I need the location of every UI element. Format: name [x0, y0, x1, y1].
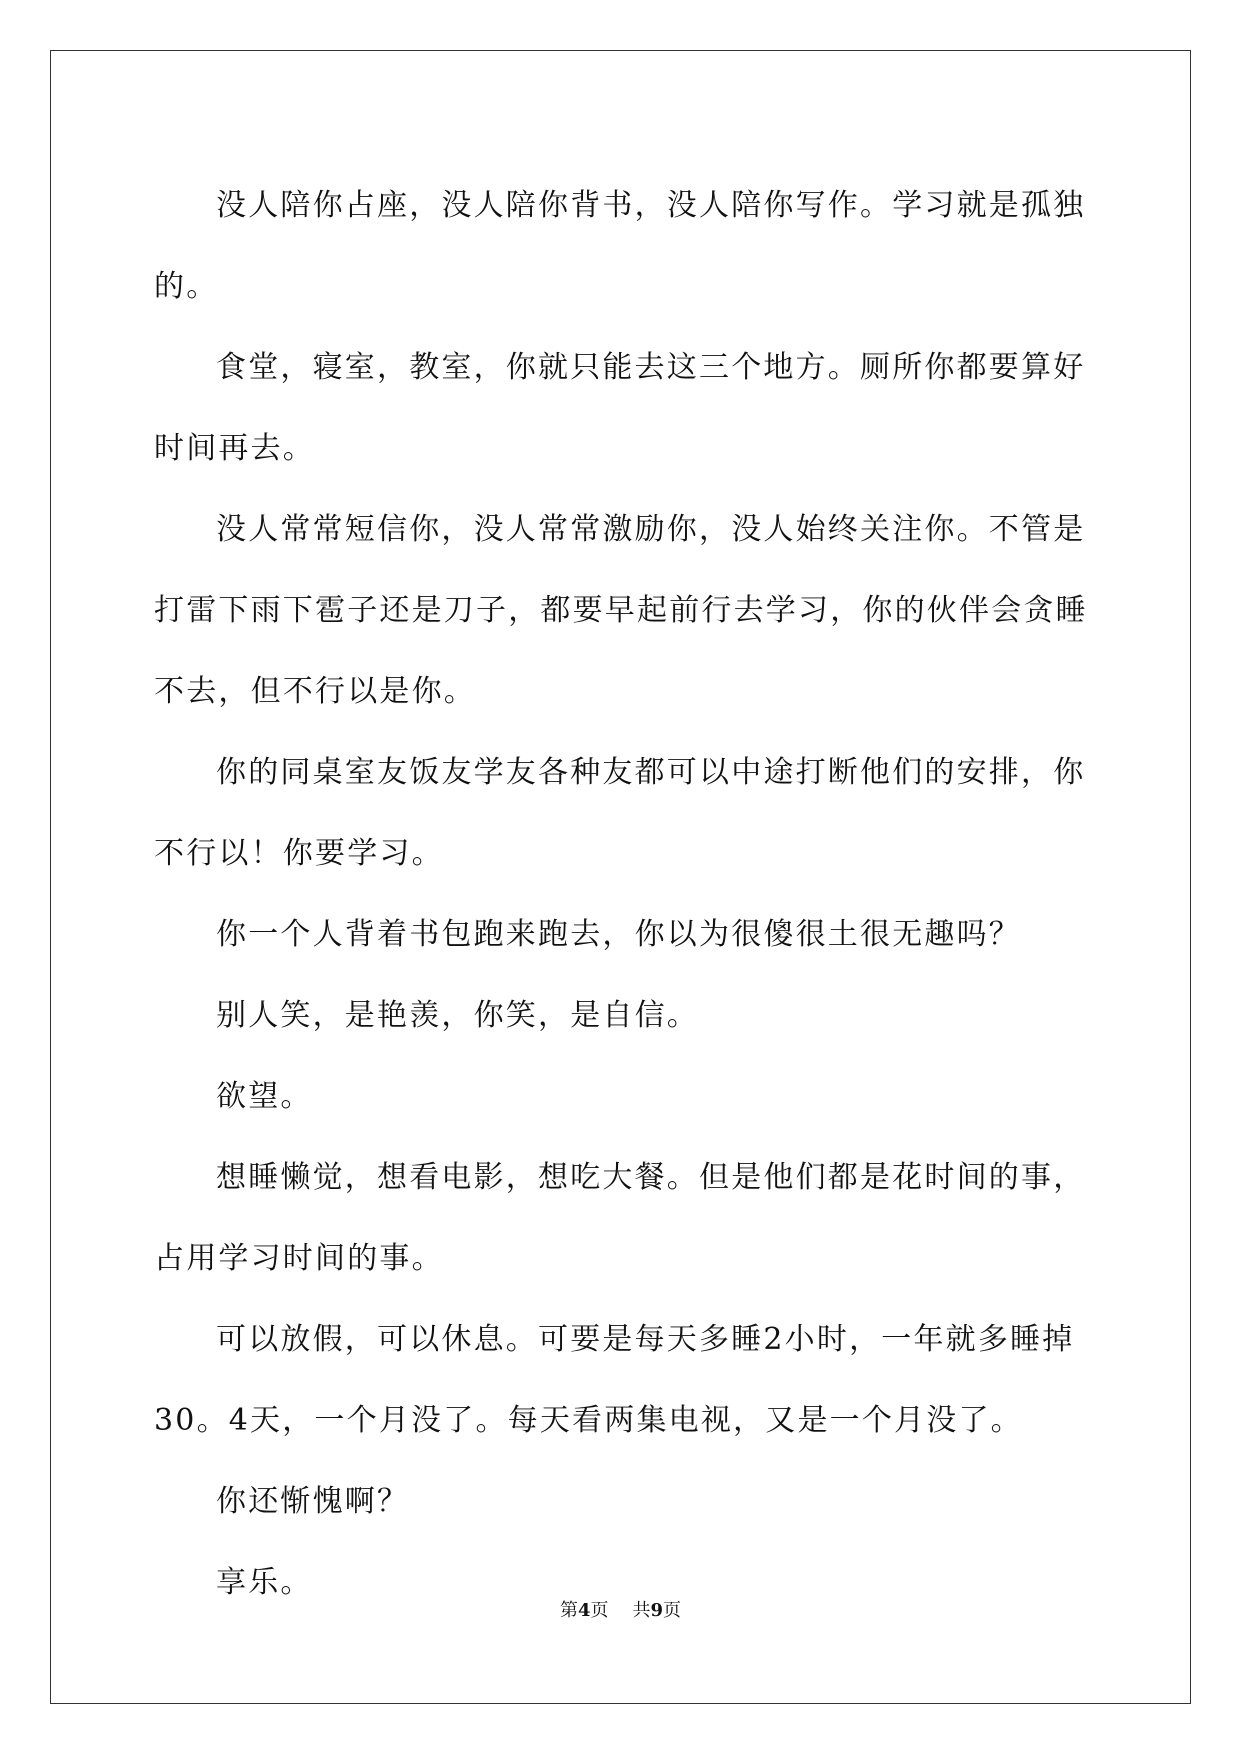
paragraph: 食堂，寝室，教室，你就只能去这三个地方。厕所你都要算好时间再去。	[154, 350, 1086, 466]
paragraph: 可以放假，可以休息。可要是每天多睡2小时，一年就多睡掉30。4天，一个月没了。每天看两集电视，又是一个月没了。	[154, 1322, 1075, 1438]
page-label-prefix: 第	[559, 1600, 578, 1621]
paragraph: 想睡懒觉，想看电影，想吃大餐。但是他们都是花时间的事，占用学习时间的事。	[154, 1160, 1086, 1276]
page-label-suffix: 页	[590, 1600, 609, 1621]
paragraph: 别人笑，是艳羡，你笑，是自信。	[216, 998, 699, 1033]
paragraph: 你还惭愧啊？	[216, 1484, 410, 1519]
total-label-prefix: 共	[632, 1600, 651, 1621]
paragraph: 没人常常短信你，没人常常激励你，没人始终关注你。不管是打雷下雨下雹子还是刀子，都要早起前行去学习，你的伙伴会贪睡不去，但不行以是你。	[154, 512, 1088, 709]
current-page-number: 4	[577, 1600, 591, 1621]
paragraph: 没人陪你占座，没人陪你背书，没人陪你写作。学习就是孤独的。	[154, 188, 1086, 304]
total-page-number: 9	[650, 1600, 664, 1621]
page-footer	[0, 1596, 1241, 1622]
total-label-suffix: 页	[663, 1600, 682, 1621]
paragraph: 享乐。	[216, 1565, 313, 1600]
paragraph: 你的同桌室友饭友学友各种友都可以中途打断他们的安排，你不行以！你要学习。	[154, 755, 1086, 871]
document-body	[154, 165, 1094, 1623]
paragraph: 欲望。	[216, 1079, 313, 1114]
paragraph: 你一个人背着书包跑来跑去，你以为很傻很土很无趣吗？	[216, 917, 1021, 952]
